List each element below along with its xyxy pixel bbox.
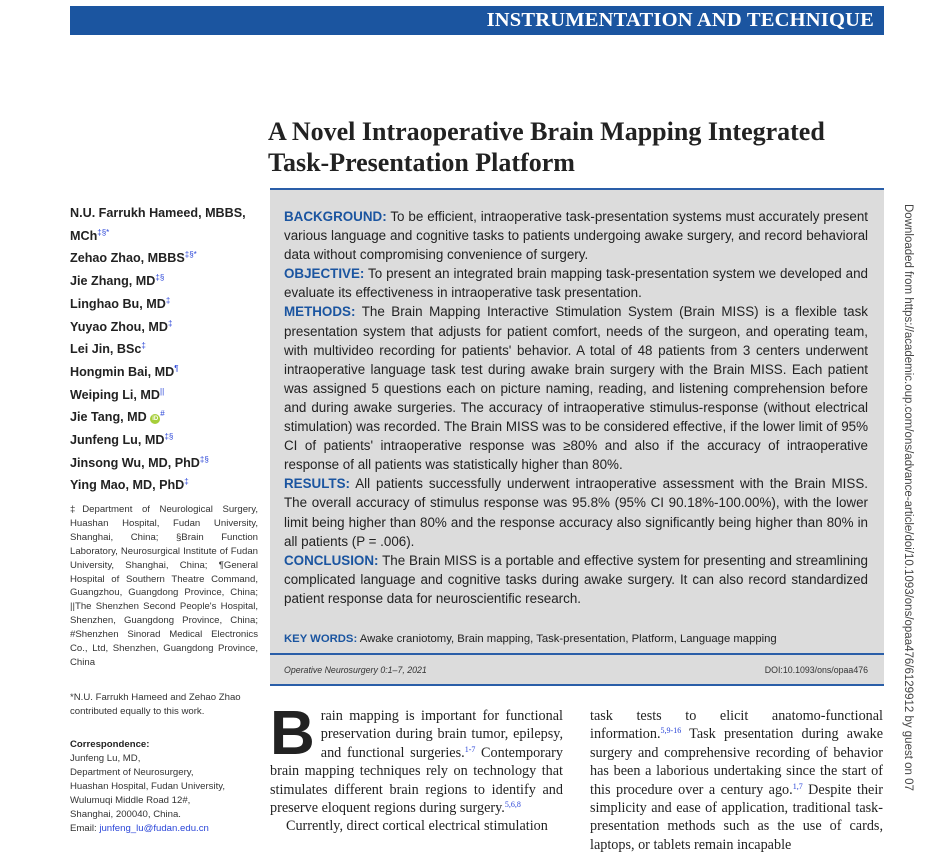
abstract-methods: METHODS: The Brain Mapping Interactive Stimulation System (Brain MISS) is a flexible task presentation system that adjusts for patient comfort, needs of the surgeon, and operating team, with multivideo recording for patients' behavior. A total of 48 patients from 3 centers underwent intraoperative language task test during awake brain surgery with the Brain MISS. Each patient was assigned 5 questions each on picture naming, reading, and listening comprehension before and during awake surgeries. The accuracy of intraoperative stimulus-response (without electrical stimulation) was recorded. The Brain MISS was to be considered effective, if the lower limit of 95% CI of patients' intraoperative response was ≥80% and also if the accuracy of intraoperative response of all patients was statistically higher than 80%. bbox=[284, 304, 868, 473]
author: Weiping Li, MD|| bbox=[70, 386, 165, 402]
equal-contribution-note: *N.U. Farrukh Hameed and Zehao Zhao contributed equally to this work. bbox=[70, 692, 241, 717]
orcid-icon[interactable]: iD bbox=[152, 416, 159, 423]
keywords: KEY WORDS: Awake craniotomy, Brain mapping, Task-presentation, Platform, Language mapping bbox=[284, 633, 777, 645]
author: Jie Zhang, MD‡§ bbox=[70, 273, 165, 289]
author-list bbox=[70, 202, 270, 497]
download-watermark: Downloaded from https://academic.oup.com/ons/advance-article/doi/10.1093/ons/opaa476/6129912 by guest on 07 bbox=[902, 204, 914, 791]
author: Jinsong Wu, MD, PhD‡§ bbox=[70, 454, 209, 470]
correspondence: Correspondence: Junfeng Lu, MD, Department of Neurosurgery, Huashan Hospital, Fudan University, Wulumuqi Middle Road 12#, Shanghai, 200040, China. Email: junfeng_lu@fudan.edu.cn bbox=[70, 739, 225, 834]
citation-link[interactable]: 5,6,8 bbox=[504, 800, 521, 810]
doi: DOI:10.1093/ons/opaa476 bbox=[764, 665, 868, 675]
citation-footer bbox=[270, 655, 884, 686]
journal-citation: Operative Neurosurgery 0:1–7, 2021 bbox=[284, 665, 427, 675]
abstract-conclusion: CONCLUSION: The Brain MISS is a portable and effective system for presenting and streamlining complicated language and cognitive tasks during awake surgery. It can also record standardized patient response data for neuroscientific research. bbox=[284, 552, 869, 606]
article-title: A Novel Intraoperative Brain Mapping Integrated Task-Presentation Platform bbox=[268, 117, 825, 177]
abstract-background: BACKGROUND: To be efficient, intraoperative task-presentation systems must accurately present various language and cognitive tasks to patients undergoing awake surgery, and record behavioral data without compromising convenience of surgery. bbox=[284, 209, 869, 263]
author: Hongmin Bai, MD¶ bbox=[70, 363, 179, 379]
correspondence-label: Correspondence: bbox=[70, 739, 150, 750]
citation-link[interactable]: 5,9-16 bbox=[660, 726, 682, 736]
author: Junfeng Lu, MD‡§ bbox=[70, 432, 174, 448]
email-link[interactable]: junfeng_lu@fudan.edu.cn bbox=[99, 823, 209, 834]
author: Lei Jin, BSc‡ bbox=[70, 341, 146, 357]
body-column-right: task tests to elicit anatomo-functional information.$^{5,9-16}$ Task presentation during awake surgery and comprehensive recording of behavior has been a laborious undertaking since the start of this procedure over a century ago.$^{1,7}$ Despite their simplicity and ease of application, traditional task-presentation methods such as the use of cards, laptops, or tablets remain incapable bbox=[590, 708, 884, 853]
section-header-bar bbox=[70, 6, 884, 35]
author: Jie Tang, MD iD# bbox=[70, 409, 165, 425]
abstract-objective: OBJECTIVE: To present an integrated brain mapping task-presentation system we developed and evaluate its effectiveness in intraoperative task presentation. bbox=[284, 266, 868, 301]
affiliations: ‡Department of Neurological Surgery, Huashan Hospital, Fudan University, Shanghai, China; §Brain Function Laboratory, Neurosurgical Institute of Fudan University, Shanghai, China; ¶General Hospital of Southern Theatre Command, Guangzhou, Guangdong Province, China; ||The Shenzhen Second People's Hospital, Shenzhen, Guangdong Province, China; #Shenzhen Sinorad Medical Electronics Co., Ltd, Shenzhen, Guangdong Province, China bbox=[70, 504, 258, 668]
author: Zehao Zhao, MBBS‡§* bbox=[70, 250, 197, 266]
section-label: INSTRUMENTATION AND TECHNIQUE bbox=[486, 9, 874, 31]
citation-link[interactable]: 1,7 bbox=[792, 781, 803, 791]
abstract-box bbox=[270, 188, 884, 655]
author: Linghao Bu, MD‡ bbox=[70, 295, 171, 311]
author: Ying Mao, MD, PhD‡ bbox=[70, 477, 189, 493]
citation-link[interactable]: 1-7 bbox=[464, 744, 476, 754]
drop-cap: B bbox=[270, 699, 315, 768]
author: N.U. Farrukh Hameed, MBBS, MCh‡§* bbox=[70, 206, 246, 243]
author: Yuyao Zhou, MD‡ bbox=[70, 318, 173, 334]
body-column-left: Brain mapping is important for functional preservation during brain tumor, epilepsy, and functional surgeries.$^{1-7}$ Contemporary brain mapping techniques rely on technology that stimulates different brain regions to identify and preserve eloquent regions during surgery.$^{5,6,8}$ Currently, direct cortical electrical stimulation bbox=[270, 699, 564, 835]
abstract-results: RESULTS: All patients successfully underwent intraoperative assessment with the Brain MISS. The overall accuracy of stimulus response was 95.8% (95% CI 90.18%-100.00%), with the lower limit being higher than 80% and the response accuracy also significantly being higher than 80% in all patients (P = .006). bbox=[284, 476, 868, 549]
